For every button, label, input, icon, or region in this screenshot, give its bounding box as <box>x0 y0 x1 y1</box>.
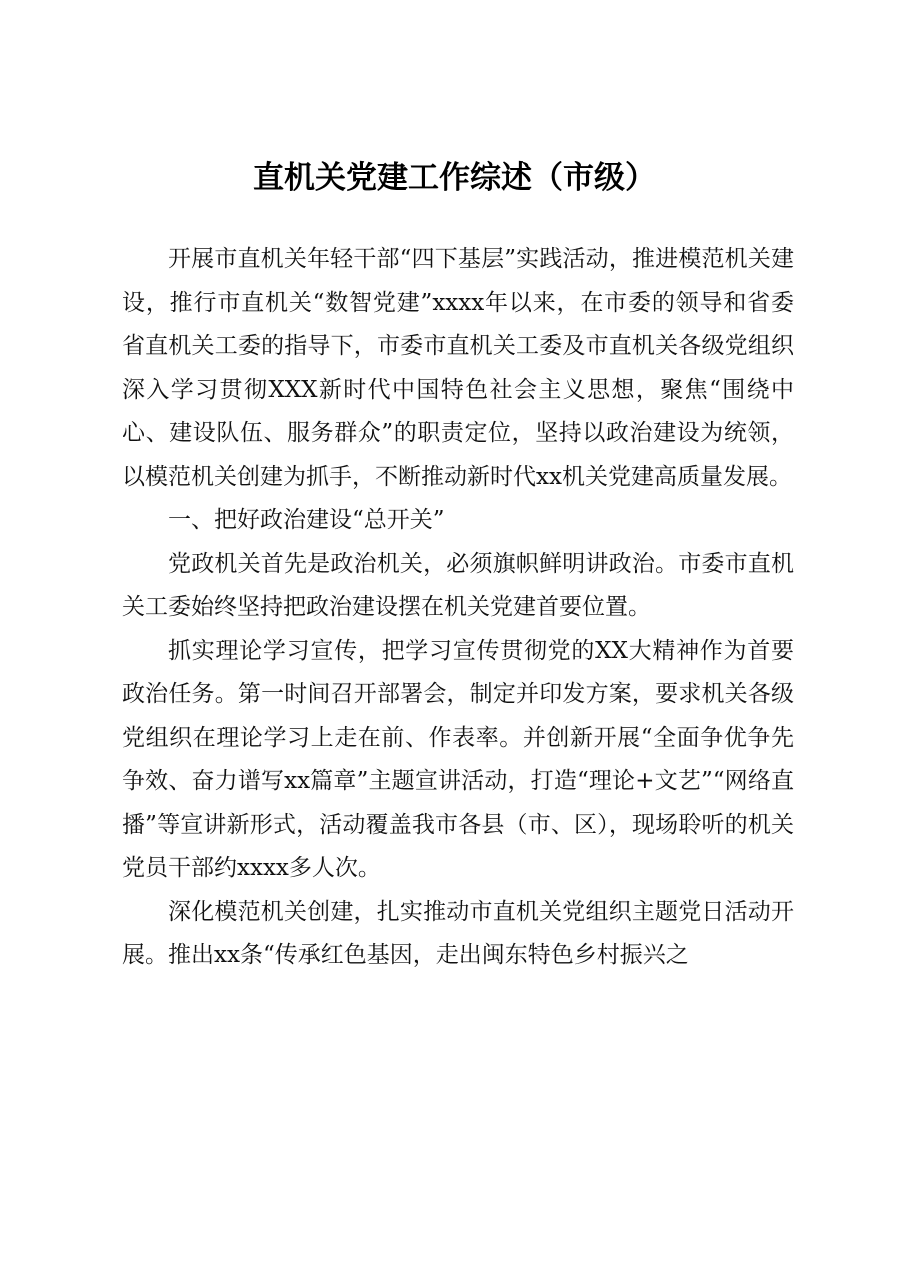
paragraph: 党政机关首先是政治机关，必须旗帜鲜明讲政治。市委市直机关工委始终坚持把政治建设摆在机关党建首要位置。 <box>122 550 794 620</box>
document-title: 直机关党建工作综述（市级） <box>253 160 656 196</box>
paragraph-intro: 开展市直机关年轻干部“四下基层”实践活动，推进模范机关建设，推行市直机关“数智党建”xxxx年以来，在市委的领导和省委省直机关工委的指导下，市委市直机关工委及市直机关各级党组织深入学习贯彻XXX新时代中国特色社会主义思想，聚焦“围绕中心、建设队伍、服务群众”的职责定位，坚持以政治建设为统领，以模范机关创建为抓手，不断推动新时代xx机关党建高质量发展。 <box>122 246 794 490</box>
paragraph: 抓实理论学习宣传，把学习宣传贯彻党的XX大精神作为首要政治任务。第一时间召开部署会，制定并印发方案，要求机关各级党组织在理论学习上走在前、作表率。并创新开展“全面争优争先争效、奋力谱写xx篇章”主题宣讲活动，打造“理论+文艺”“网络直播”等宣讲新形式，活动覆盖我市各县（市、区），现场聆听的机关党员干部约xxxx多人次。 <box>122 637 794 881</box>
document-body <box>122 238 794 978</box>
paragraph: 深化模范机关创建，扎实推动市直机关党组织主题党日活动开展。推出xx条“传承红色基因，走出闽东特色乡村振兴之 <box>122 898 794 968</box>
section-heading: 一、把好政治建设“总开关” <box>168 507 445 533</box>
